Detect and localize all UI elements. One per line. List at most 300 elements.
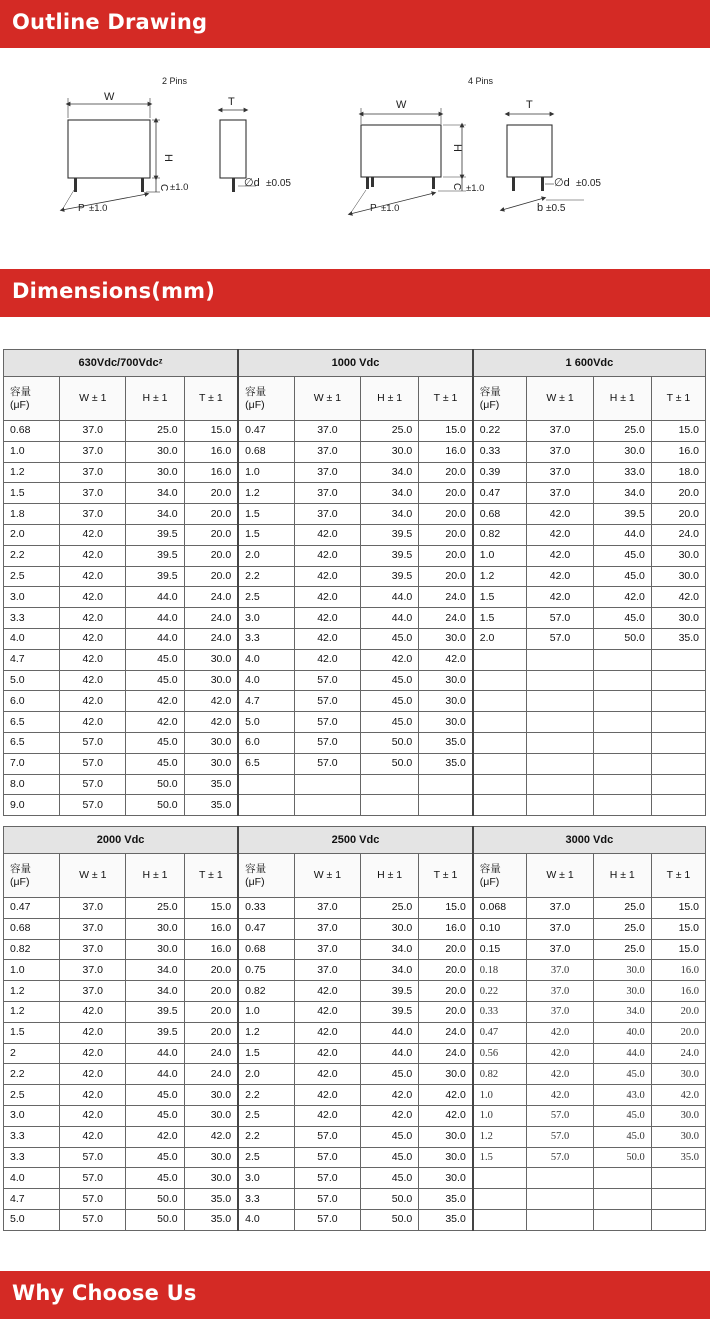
table-row: [4, 524, 706, 545]
table-cell: 37.0: [527, 1001, 593, 1022]
two-pins-h-label: H: [162, 154, 174, 162]
capacitance-header-line2: (μF): [10, 875, 30, 888]
two-pins-title: 2 Pins: [162, 76, 188, 86]
table-cell: 42.0: [60, 649, 126, 670]
table-row: [4, 795, 706, 816]
table-cell: 2.0: [238, 1064, 294, 1085]
table-cell: 20.0: [184, 960, 238, 981]
table-cell: 37.0: [527, 898, 593, 919]
two-pins-p-label: P: [78, 203, 85, 214]
table-cell: 39.5: [361, 981, 419, 1002]
table-cell: 42.0: [60, 545, 126, 566]
table-cell: 35.0: [651, 1147, 705, 1168]
empty-cell: [593, 649, 651, 670]
table-cell: 24.0: [184, 1043, 238, 1064]
table-cell: 1.0: [238, 1001, 294, 1022]
table-cell: 30.0: [419, 1168, 473, 1189]
table-cell: 20.0: [651, 483, 705, 504]
table-cell: 20.0: [419, 960, 473, 981]
table-cell: 30.0: [184, 753, 238, 774]
table-cell: 42.0: [60, 524, 126, 545]
four-pins-p-tol: ±1.0: [381, 203, 400, 214]
table-cell: 2.5: [238, 1105, 294, 1126]
table-cell: 20.0: [419, 981, 473, 1002]
table-cell: 1.5: [4, 1022, 60, 1043]
table-cell: 43.0: [593, 1085, 651, 1106]
table-cell: 3.3: [4, 1147, 60, 1168]
table-cell: 37.0: [527, 421, 593, 442]
table-cell: 20.0: [184, 545, 238, 566]
table-cell: 57.0: [294, 1126, 360, 1147]
table-cell: 50.0: [593, 628, 651, 649]
table-cell: 30.0: [126, 918, 184, 939]
table-row: [4, 898, 706, 919]
empty-cell: [473, 649, 527, 670]
voltage-group-header: 2000 Vdc: [4, 827, 239, 854]
table-cell: 57.0: [294, 1209, 360, 1230]
table-cell: 57.0: [60, 753, 126, 774]
table-cell: 3.3: [4, 608, 60, 629]
table-cell: 45.0: [593, 1064, 651, 1085]
table-cell: 42.0: [651, 1085, 705, 1106]
table-cell: 45.0: [593, 566, 651, 587]
table-cell: 20.0: [184, 483, 238, 504]
table-cell: 45.0: [126, 1168, 184, 1189]
table-cell: 34.0: [361, 504, 419, 525]
table-cell: 42.0: [294, 628, 360, 649]
two-pins-d-label: ∅d: [244, 177, 260, 189]
table-cell: 42.0: [294, 649, 360, 670]
table-cell: 3.0: [238, 1168, 294, 1189]
table-cell: 57.0: [60, 774, 126, 795]
table-cell: 8.0: [4, 774, 60, 795]
table-cell: 5.0: [238, 712, 294, 733]
table-cell: 50.0: [361, 1209, 419, 1230]
table-cell: 1.5: [238, 1043, 294, 1064]
four-pins-w-label: W: [396, 99, 407, 111]
two-pins-c-tol: ±1.0: [170, 182, 189, 193]
table-cell: 45.0: [361, 670, 419, 691]
capacitance-header-line2: (μF): [245, 398, 265, 411]
table-cell: 42.0: [294, 1105, 360, 1126]
table-cell: 42.0: [184, 1126, 238, 1147]
table-cell: 4.7: [238, 691, 294, 712]
table-cell: 44.0: [361, 608, 419, 629]
table-cell: 42.0: [184, 691, 238, 712]
table-cell: 2.2: [4, 545, 60, 566]
table-cell: 57.0: [294, 732, 360, 753]
table-cell: 42.0: [593, 587, 651, 608]
four-pins-d-label: ∅d: [554, 177, 570, 189]
table-cell: 0.47: [473, 483, 527, 504]
table-cell: 6.5: [238, 753, 294, 774]
why-choose-us-banner: [0, 1271, 710, 1319]
table-cell: 39.5: [361, 545, 419, 566]
table-cell: 45.0: [593, 1105, 651, 1126]
table-cell: 37.0: [60, 981, 126, 1002]
table-cell: 42.0: [361, 649, 419, 670]
empty-cell: [527, 1168, 593, 1189]
table-cell: 3.0: [4, 1105, 60, 1126]
table-cell: 37.0: [527, 918, 593, 939]
table-cell: 2.5: [238, 587, 294, 608]
table-cell: 45.0: [126, 1085, 184, 1106]
empty-cell: [527, 691, 593, 712]
table-cell: 6.0: [4, 691, 60, 712]
table-cell: 30.0: [184, 1168, 238, 1189]
table-cell: 37.0: [294, 441, 360, 462]
table-row: [4, 462, 706, 483]
table-cell: 42.0: [294, 524, 360, 545]
capacitance-header: [238, 854, 294, 898]
dim-header-h: H ± 1: [361, 377, 419, 421]
empty-cell: [593, 753, 651, 774]
table-cell: 30.0: [126, 939, 184, 960]
table-cell: 30.0: [593, 441, 651, 462]
dim-header-h: H ± 1: [126, 377, 184, 421]
table-cell: 25.0: [361, 898, 419, 919]
table-cell: 42.0: [294, 1022, 360, 1043]
table-cell: 35.0: [419, 1209, 473, 1230]
table-cell: 34.0: [126, 981, 184, 1002]
table-cell: 39.5: [126, 1001, 184, 1022]
table-cell: 42.0: [527, 587, 593, 608]
table-cell: 42.0: [651, 587, 705, 608]
dim-header-t: T ± 1: [184, 377, 238, 421]
capacitance-header-line1: 容量: [479, 385, 501, 398]
table-cell: 37.0: [60, 939, 126, 960]
dim-header-w: W ± 1: [294, 377, 360, 421]
table-cell: 15.0: [651, 421, 705, 442]
table-cell: 33.0: [593, 462, 651, 483]
table-cell: 30.0: [651, 566, 705, 587]
table-cell: 2.2: [4, 1064, 60, 1085]
table-cell: 16.0: [651, 441, 705, 462]
empty-cell: [593, 1189, 651, 1210]
table-cell: 45.0: [126, 732, 184, 753]
table-cell: 24.0: [184, 628, 238, 649]
empty-cell: [419, 774, 473, 795]
table-cell: 4.7: [4, 1189, 60, 1210]
empty-cell: [527, 649, 593, 670]
table-cell: 16.0: [419, 918, 473, 939]
table-cell: 45.0: [361, 1064, 419, 1085]
table-cell: 50.0: [361, 732, 419, 753]
table-cell: 42.0: [60, 608, 126, 629]
table-cell: 50.0: [361, 753, 419, 774]
table-cell: 24.0: [651, 524, 705, 545]
table-cell: 0.33: [238, 898, 294, 919]
capacitance-header-line2: (μF): [479, 875, 500, 888]
table-cell: 45.0: [361, 1147, 419, 1168]
table-cell: 30.0: [419, 628, 473, 649]
voltage-group-header: 1 600Vdc: [473, 350, 706, 377]
table-cell: 42.0: [60, 1001, 126, 1022]
table-cell: 4.0: [238, 649, 294, 670]
table-cell: 1.8: [4, 504, 60, 525]
table-cell: 34.0: [361, 960, 419, 981]
table-cell: 42.0: [527, 1022, 593, 1043]
table-cell: 30.0: [419, 1126, 473, 1147]
table-row: [4, 608, 706, 629]
four-pins-c-label: C: [451, 183, 462, 191]
table-cell: 24.0: [419, 608, 473, 629]
empty-cell: [473, 1168, 527, 1189]
table-cell: 34.0: [126, 504, 184, 525]
table-cell: 57.0: [60, 1147, 126, 1168]
outline-drawing: [0, 60, 710, 260]
table-cell: 0.68: [473, 504, 527, 525]
table-cell: 42.0: [60, 691, 126, 712]
capacitance-header-line1: 容量: [10, 862, 31, 875]
table-cell: 50.0: [126, 774, 184, 795]
table-cell: 37.0: [294, 918, 360, 939]
empty-cell: [651, 774, 705, 795]
empty-cell: [473, 712, 527, 733]
table-cell: 42.0: [294, 1001, 360, 1022]
table-cell: 30.0: [593, 981, 651, 1002]
table-cell: 42.0: [60, 1085, 126, 1106]
table-row: [4, 421, 706, 442]
table-cell: 1.5: [473, 587, 527, 608]
table-cell: 20.0: [419, 483, 473, 504]
table-cell: 16.0: [651, 960, 705, 981]
table-cell: 24.0: [419, 1043, 473, 1064]
empty-cell: [593, 670, 651, 691]
dim-header-t: T ± 1: [651, 854, 705, 898]
table-cell: 57.0: [294, 712, 360, 733]
table-cell: 45.0: [361, 1126, 419, 1147]
two-pins-side-pin: [232, 178, 235, 192]
empty-cell: [651, 670, 705, 691]
table-row: [4, 1064, 706, 1085]
outline-drawing-svg: [0, 60, 710, 260]
table-cell: 1.2: [238, 483, 294, 504]
table-cell: 37.0: [527, 483, 593, 504]
capacitance-header-line1: 容量: [10, 385, 31, 398]
table-cell: 30.0: [419, 712, 473, 733]
table-cell: 0.22: [473, 981, 527, 1002]
four-pins-drawing: [350, 76, 601, 214]
four-pins-h-label: H: [451, 144, 463, 152]
table-cell: 37.0: [60, 960, 126, 981]
capacitance-header: [473, 854, 527, 898]
dim-header-w: W ± 1: [60, 377, 126, 421]
table-cell: 37.0: [60, 483, 126, 504]
table-cell: 20.0: [419, 566, 473, 587]
table-cell: 50.0: [126, 795, 184, 816]
table-cell: 50.0: [126, 1189, 184, 1210]
table-cell: 44.0: [126, 587, 184, 608]
dimensions-title: Dimensions(mm): [12, 279, 216, 303]
four-pins-title: 4 Pins: [468, 76, 494, 86]
table-cell: 7.0: [4, 753, 60, 774]
table-row: [4, 981, 706, 1002]
empty-cell: [473, 774, 527, 795]
table-row: [4, 1085, 706, 1106]
table-cell: 3.3: [238, 1189, 294, 1210]
empty-cell: [593, 732, 651, 753]
table-cell: 0.56: [473, 1043, 527, 1064]
table-cell: 40.0: [593, 1022, 651, 1043]
table-row: [4, 1043, 706, 1064]
table-cell: 42.0: [126, 1126, 184, 1147]
empty-cell: [473, 691, 527, 712]
table-cell: 42.0: [60, 712, 126, 733]
table-row: [4, 1209, 706, 1230]
empty-cell: [593, 691, 651, 712]
dim-header-w: W ± 1: [527, 377, 593, 421]
table-cell: 1.5: [473, 608, 527, 629]
table-cell: 16.0: [651, 981, 705, 1002]
table-cell: 15.0: [419, 421, 473, 442]
table-cell: 2.5: [4, 566, 60, 587]
table-cell: 50.0: [593, 1147, 651, 1168]
table-cell: 15.0: [184, 898, 238, 919]
group-header-row: [4, 350, 706, 377]
empty-cell: [527, 795, 593, 816]
table-cell: 37.0: [527, 441, 593, 462]
table-cell: 20.0: [419, 504, 473, 525]
two-pins-body: [68, 120, 150, 178]
table-cell: 57.0: [294, 1147, 360, 1168]
table-cell: 37.0: [294, 483, 360, 504]
empty-cell: [651, 795, 705, 816]
table-row: [4, 545, 706, 566]
empty-cell: [473, 753, 527, 774]
table-cell: 6.5: [4, 732, 60, 753]
dimensions-banner: [0, 269, 710, 317]
empty-cell: [361, 774, 419, 795]
table-cell: 24.0: [184, 608, 238, 629]
empty-cell: [651, 1189, 705, 1210]
table-cell: 42.0: [527, 504, 593, 525]
table-cell: 57.0: [294, 753, 360, 774]
table-cell: 0.22: [473, 421, 527, 442]
table-cell: 50.0: [126, 1209, 184, 1230]
dim-header-h: H ± 1: [593, 854, 651, 898]
empty-cell: [238, 795, 294, 816]
table-row: [4, 691, 706, 712]
table-cell: 42.0: [527, 1064, 593, 1085]
table-cell: 42.0: [60, 1022, 126, 1043]
empty-cell: [473, 670, 527, 691]
table-cell: 42.0: [294, 1064, 360, 1085]
table-cell: 0.33: [473, 441, 527, 462]
empty-cell: [473, 1209, 527, 1230]
dim-header-w: W ± 1: [527, 854, 593, 898]
table-cell: 35.0: [184, 1209, 238, 1230]
table-cell: 30.0: [651, 1105, 705, 1126]
table-cell: 1.2: [4, 462, 60, 483]
four-pins-p-label: P: [370, 203, 377, 214]
table-cell: 39.5: [126, 566, 184, 587]
table-cell: 42.0: [527, 524, 593, 545]
table-cell: 20.0: [651, 1001, 705, 1022]
table-cell: 24.0: [419, 1022, 473, 1043]
capacitance-header: [4, 854, 60, 898]
dim-header-w: W ± 1: [294, 854, 360, 898]
table-cell: 2: [4, 1043, 60, 1064]
table-cell: 37.0: [527, 981, 593, 1002]
table-cell: 0.68: [238, 939, 294, 960]
empty-cell: [527, 732, 593, 753]
table-cell: 57.0: [294, 1168, 360, 1189]
table-row: [4, 1189, 706, 1210]
table-cell: 25.0: [126, 421, 184, 442]
table-cell: 42.0: [294, 566, 360, 587]
empty-cell: [238, 774, 294, 795]
table-cell: 42.0: [294, 608, 360, 629]
table-cell: 25.0: [361, 421, 419, 442]
empty-cell: [473, 795, 527, 816]
table-cell: 30.0: [651, 1064, 705, 1085]
empty-cell: [473, 732, 527, 753]
table-cell: 42.0: [60, 670, 126, 691]
table-row: [4, 649, 706, 670]
table-cell: 0.68: [238, 441, 294, 462]
table-cell: 35.0: [419, 732, 473, 753]
table-cell: 57.0: [60, 1189, 126, 1210]
table-cell: 15.0: [651, 918, 705, 939]
table-cell: 15.0: [651, 939, 705, 960]
table-cell: 35.0: [184, 795, 238, 816]
table-cell: 37.0: [527, 462, 593, 483]
table-row: [4, 1147, 706, 1168]
empty-cell: [527, 774, 593, 795]
table-row: [4, 1126, 706, 1147]
table-cell: 37.0: [294, 504, 360, 525]
table-cell: 2.0: [4, 524, 60, 545]
voltage-group-header: 2500 Vdc: [238, 827, 473, 854]
table-cell: 57.0: [527, 1147, 593, 1168]
table-cell: 16.0: [184, 918, 238, 939]
dimensions-table-1: [3, 349, 706, 816]
table-cell: 42.0: [361, 1085, 419, 1106]
table-cell: 1.0: [4, 441, 60, 462]
table-cell: 37.0: [294, 421, 360, 442]
capacitance-header-line2: (μF): [245, 875, 265, 888]
table-cell: 34.0: [361, 939, 419, 960]
table-cell: 1.5: [4, 483, 60, 504]
table-cell: 4.0: [4, 628, 60, 649]
table-cell: 30.0: [184, 1147, 238, 1168]
table-cell: 0.10: [473, 918, 527, 939]
empty-cell: [527, 670, 593, 691]
table-cell: 45.0: [126, 1105, 184, 1126]
table-cell: 37.0: [60, 462, 126, 483]
table-cell: 42.0: [419, 649, 473, 670]
table-cell: 0.33: [473, 1001, 527, 1022]
table-cell: 57.0: [60, 795, 126, 816]
table-cell: 42.0: [60, 1126, 126, 1147]
table-cell: 39.5: [361, 566, 419, 587]
table-cell: 2.2: [238, 1126, 294, 1147]
table-cell: 0.82: [473, 524, 527, 545]
table-cell: 30.0: [419, 670, 473, 691]
four-pins-c-tol: ±1.0: [466, 183, 485, 194]
table-cell: 44.0: [361, 1022, 419, 1043]
two-pins-pin-left: [74, 178, 77, 192]
table-cell: 42.0: [294, 1043, 360, 1064]
table-cell: 42.0: [184, 712, 238, 733]
voltage-group-header: 3000 Vdc: [473, 827, 706, 854]
table-cell: 39.5: [593, 504, 651, 525]
empty-cell: [361, 795, 419, 816]
capacitance-header-line2: (μF): [10, 398, 30, 411]
table-cell: 42.0: [361, 1105, 419, 1126]
table-cell: 34.0: [361, 462, 419, 483]
